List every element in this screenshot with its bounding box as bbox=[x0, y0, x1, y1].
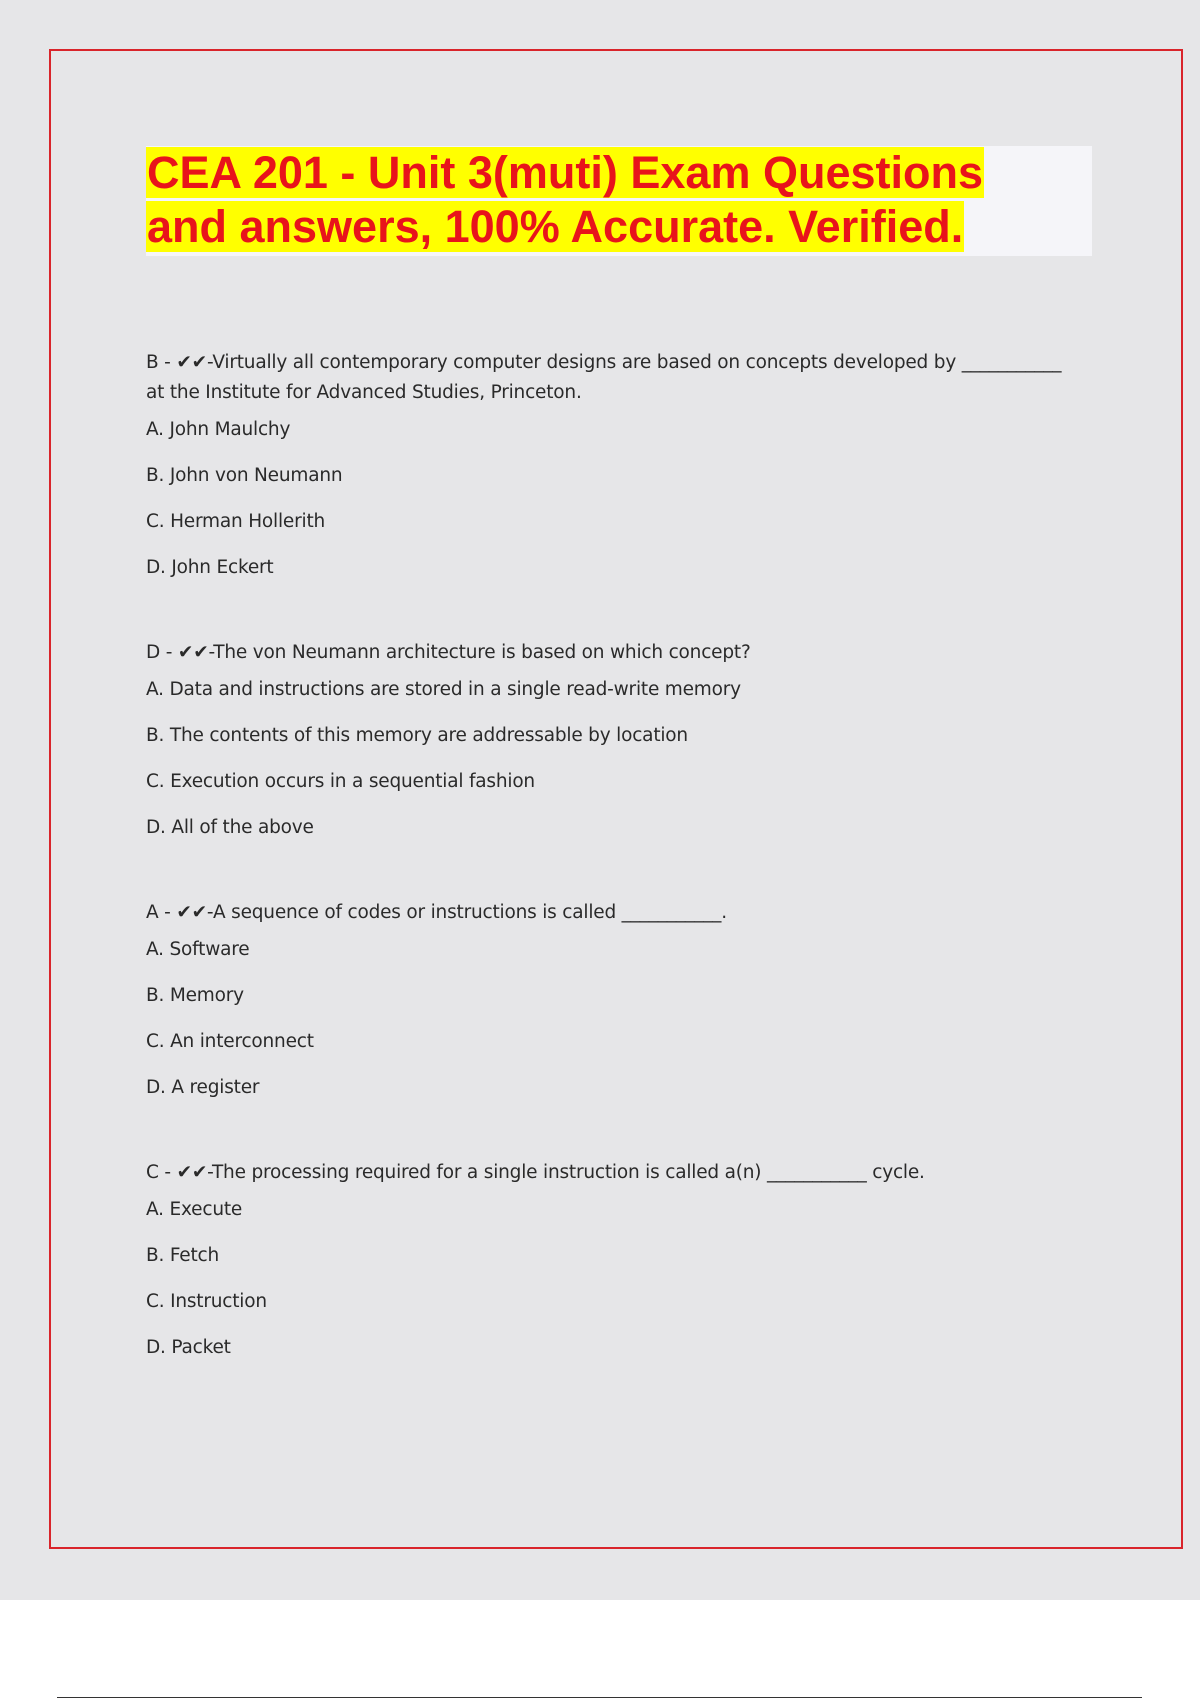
option-b: B. Fetch bbox=[146, 1245, 220, 1266]
question-2 bbox=[146, 638, 1106, 840]
question-text-line-2: at the Institute for Advanced Studies, Princeton. bbox=[146, 382, 582, 403]
title-line-2: and answers, 100% Accurate. Verified. bbox=[147, 201, 964, 252]
question-text: A sequence of codes or instructions is called ___________. bbox=[213, 902, 727, 923]
option-a: A. Software bbox=[146, 939, 250, 960]
checkmark-icon: ✔✔ bbox=[177, 642, 209, 663]
answer-key: B bbox=[146, 352, 159, 373]
question-3 bbox=[146, 898, 1106, 1100]
option-a: A. John Maulchy bbox=[146, 419, 291, 440]
question-stem: D - ✔✔-The von Neumann architecture is based on which concept? bbox=[146, 642, 751, 663]
title-line-1: CEA 201 - Unit 3(muti) Exam Questions bbox=[147, 147, 983, 198]
question-1 bbox=[146, 348, 1106, 580]
option-c: C. Herman Hollerith bbox=[146, 511, 326, 532]
option-d: D. All of the above bbox=[146, 817, 314, 838]
option-d: D. John Eckert bbox=[146, 557, 274, 578]
checkmark-icon: ✔✔ bbox=[176, 352, 207, 373]
checkmark-icon: ✔✔ bbox=[176, 1162, 208, 1183]
option-a: A. Execute bbox=[146, 1199, 243, 1220]
question-stem: C - ✔✔-The processing required for a single instruction is called a(n) ___________ cycle. bbox=[146, 1162, 925, 1183]
option-c: C. Execution occurs in a sequential fashion bbox=[146, 771, 535, 792]
title-block bbox=[146, 146, 1092, 256]
document-title bbox=[146, 146, 1092, 254]
footer-divider bbox=[57, 1697, 1142, 1698]
option-b: B. John von Neumann bbox=[146, 465, 343, 486]
option-b: B. The contents of this memory are addressable by location bbox=[146, 725, 688, 746]
checkmark-icon: ✔✔ bbox=[176, 902, 207, 923]
question-stem: B - ✔✔-Virtually all contemporary computer designs are based on concepts developed by ___________ at the Institute for Advanced Studies, Princeton. bbox=[146, 352, 1062, 403]
answer-key: C bbox=[146, 1162, 159, 1183]
option-c: C. An interconnect bbox=[146, 1031, 314, 1052]
question-text: The von Neumann architecture is based on which concept? bbox=[213, 642, 751, 663]
option-c: C. Instruction bbox=[146, 1291, 267, 1312]
answer-key: A bbox=[146, 902, 159, 923]
option-b: B. Memory bbox=[146, 985, 244, 1006]
option-a: A. Data and instructions are stored in a single read-write memory bbox=[146, 679, 741, 700]
option-d: D. A register bbox=[146, 1077, 260, 1098]
answer-key: D bbox=[146, 642, 161, 663]
question-4 bbox=[146, 1158, 1106, 1360]
question-stem: A - ✔✔-A sequence of codes or instructions is called ___________. bbox=[146, 902, 727, 923]
question-list bbox=[146, 348, 1106, 1418]
question-text: The processing required for a single instruction is called a(n) ___________ cycle. bbox=[211, 1162, 925, 1183]
question-text-line-1: Virtually all contemporary computer designs are based on concepts developed by ___________ bbox=[212, 352, 1062, 373]
option-d: D. Packet bbox=[146, 1337, 231, 1358]
